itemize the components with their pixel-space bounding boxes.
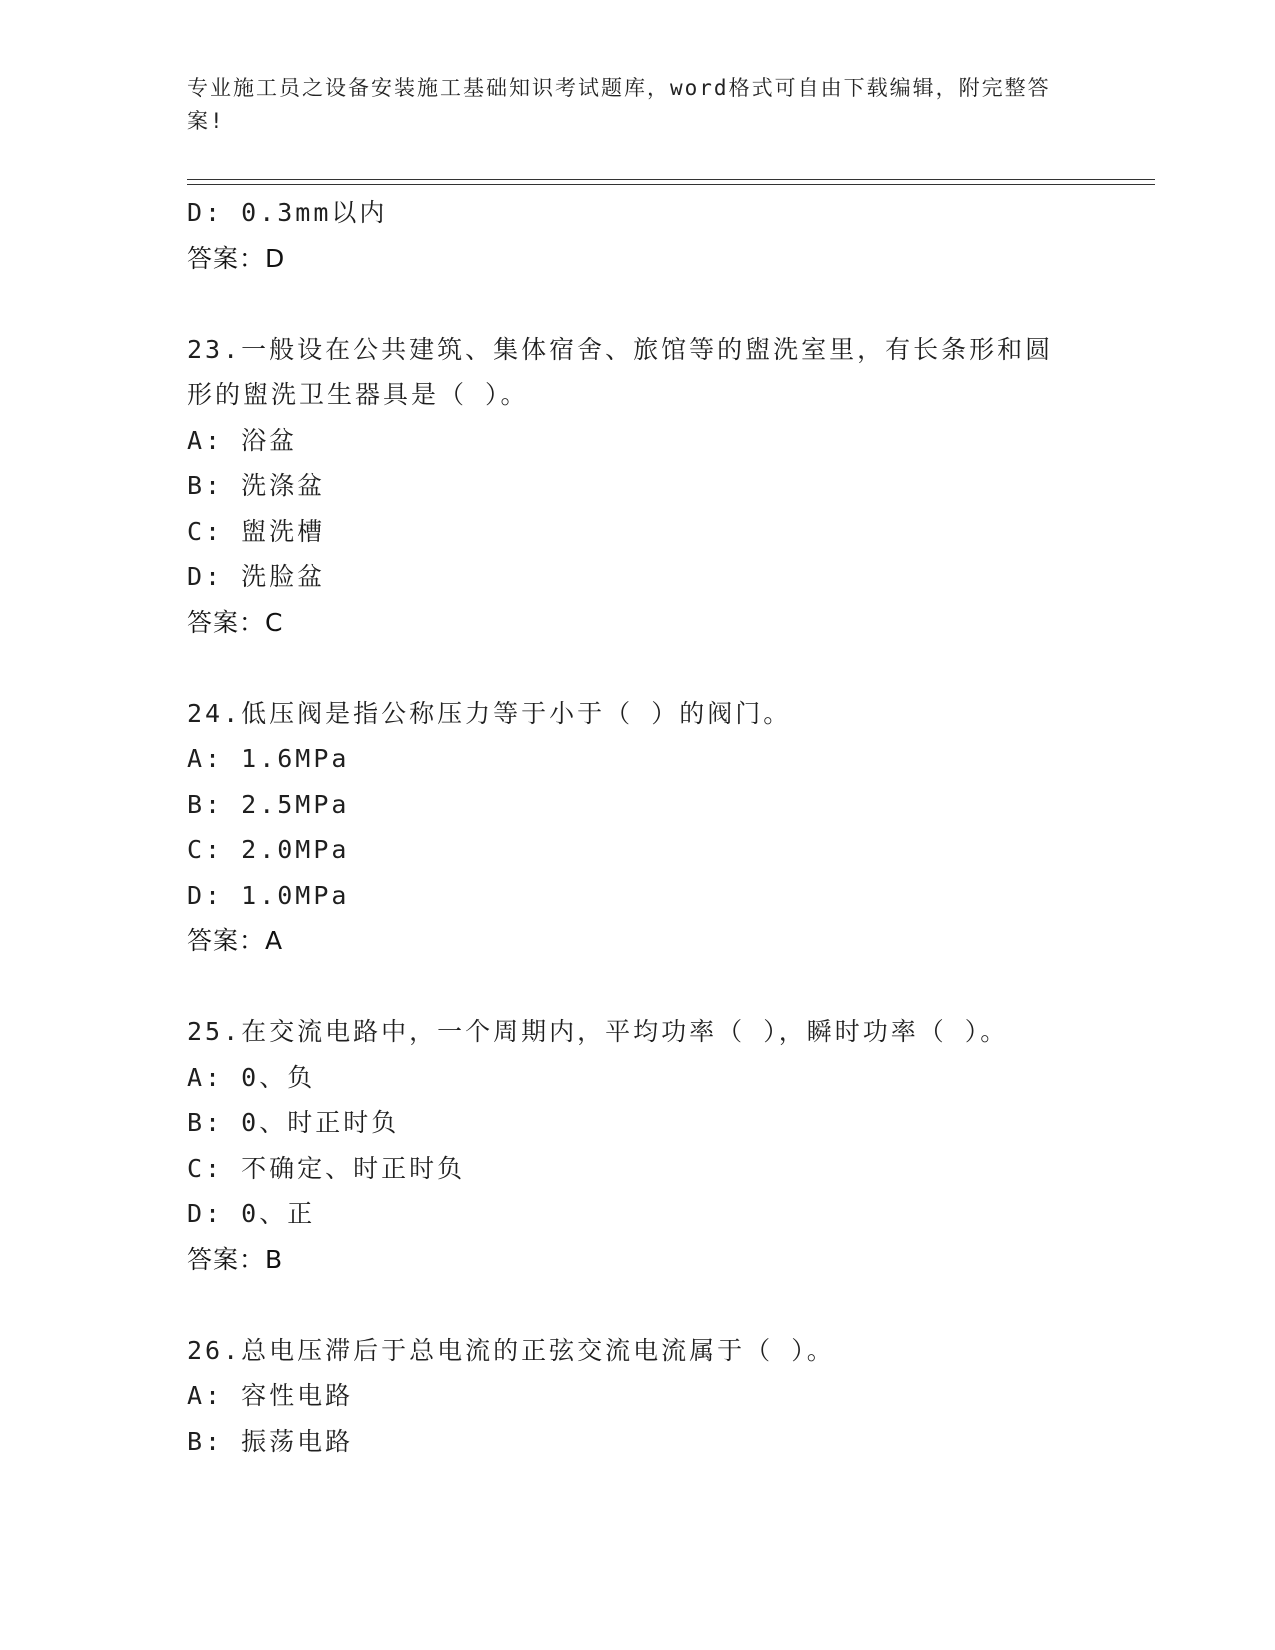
option-line: A: 0、负 xyxy=(187,1062,316,1092)
option-line: A: 容性电路 xyxy=(187,1381,354,1410)
question-line: 26.总电压滞后于总电流的正弦交流电流属于（ ）。 xyxy=(187,1335,835,1365)
question-line: 23.一般设在公共建筑、集体宿舍、旅馆等的盥洗室里，有长条形和圆 xyxy=(187,334,1054,364)
option-line: C: 2.0MPa xyxy=(187,835,350,864)
spacer xyxy=(187,964,1147,1010)
answer-line: 答案：B xyxy=(187,1244,284,1274)
option-line: C: 盥洗槽 xyxy=(187,516,326,546)
option-line: B: 2.5MPa xyxy=(187,789,350,819)
option-line: D: 0、正 xyxy=(187,1199,316,1228)
answer-line: 答案：A xyxy=(187,926,284,955)
question-line: 形的盥洗卫生器具是（ ）。 xyxy=(187,380,529,409)
option-line: C: 不确定、时正时负 xyxy=(187,1153,466,1183)
option-line: B: 洗涤盆 xyxy=(187,471,326,500)
option-line: A: 浴盆 xyxy=(187,425,298,455)
document-header: 专业施工员之设备安装施工基础知识考试题库，word格式可自由下载编辑，附完整答案! xyxy=(187,76,1051,133)
option-line: B: 0、时正时负 xyxy=(187,1108,400,1137)
header-rule-top xyxy=(187,179,1155,180)
option-line: B: 振荡电路 xyxy=(187,1426,354,1456)
option-line: D: 1.0MPa xyxy=(187,880,350,910)
question-line: 25.在交流电路中，一个周期内，平均功率（ ），瞬时功率（ ）。 xyxy=(187,1017,1009,1046)
option-line: D: 0.3mm以内 xyxy=(187,198,388,227)
question-line: 24.低压阀是指公称压力等于小于（ ）的阀门。 xyxy=(187,698,792,728)
header-rule-bottom xyxy=(187,184,1155,185)
spacer xyxy=(187,1282,1147,1328)
question-list xyxy=(187,190,1147,1464)
option-line: D: 洗脸盆 xyxy=(187,562,326,591)
answer-line: 答案：D xyxy=(187,243,286,273)
spacer xyxy=(187,281,1147,327)
option-line: A: 1.6MPa xyxy=(187,744,350,773)
spacer xyxy=(187,645,1147,691)
answer-line: 答案：C xyxy=(187,607,284,637)
